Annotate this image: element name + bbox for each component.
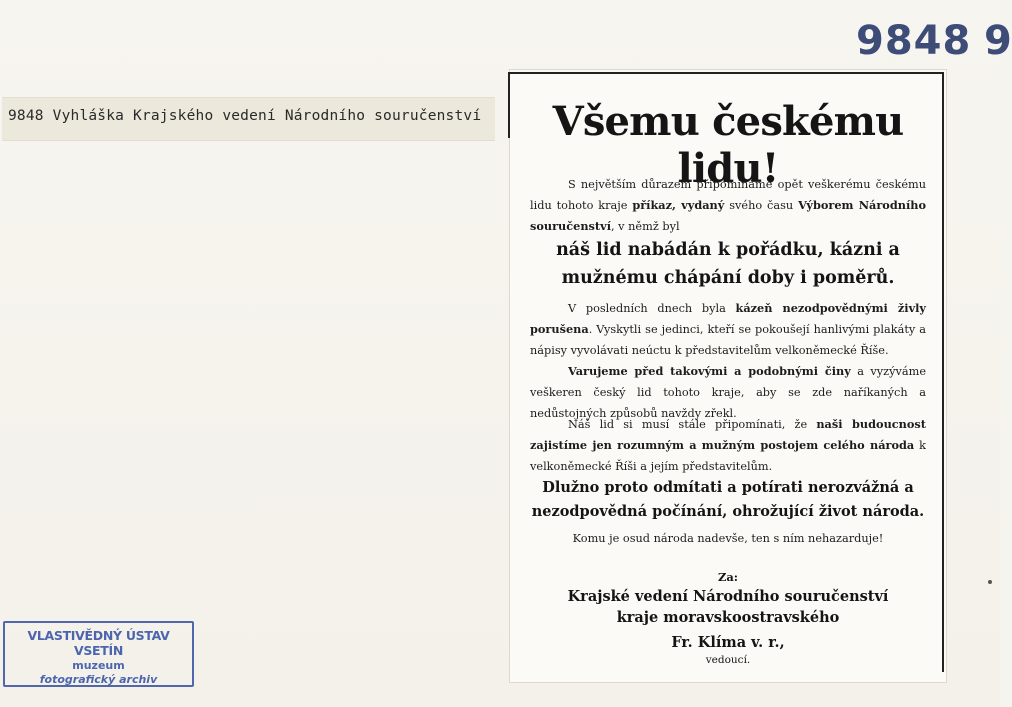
- stamp-line-archive: fotografický archiv: [39, 673, 158, 686]
- intro-text-c: svého času: [724, 199, 799, 212]
- frame-line-top: [508, 72, 942, 74]
- future-text-a: Náš lid si musí stále připomínati, že: [568, 418, 817, 431]
- signature-role: vedoucí.: [705, 654, 751, 666]
- inventory-number-partial: 9: [984, 18, 1012, 64]
- paragraph-future: [530, 414, 926, 477]
- signature-name: Fr. Klíma v. r.,: [671, 634, 785, 651]
- paragraph-disturbance: [530, 298, 926, 361]
- signature-block: [524, 568, 932, 667]
- signature-org-line2: kraje moravskoostravského: [616, 609, 840, 626]
- intro-text-a: S největším důrazem připomínáme opět veškerému českému lidu tohoto kraje: [530, 178, 926, 212]
- intro-text-b: příkaz, vydaný: [632, 198, 725, 212]
- disturbance-text-a: V posledních dnech byla: [568, 302, 736, 315]
- disturbance-text-c: . Vyskytli se jedinci, kteří se pokoušejí hanlivými plakáty a nápisy vyvolávati neúctu k představitelům velkoněmecké Říše.: [530, 323, 926, 357]
- paragraph-intro: [530, 174, 926, 237]
- closing-line: Komu je osud národa nadevše, ten s ním nehazarduje!: [572, 532, 884, 545]
- museum-stamp: [3, 621, 194, 687]
- signature-org-line1: Krajské vedení Národního souručenství: [567, 588, 889, 605]
- warning-text-b: a vyzýváme veškeren český lid tohoto kraje, aby se zde naříkaných a nedůstojných způsobů navždy zřekl.: [530, 365, 926, 420]
- future-text-c: k velkoněmecké Říši a jejím představitelům.: [530, 439, 927, 473]
- future-text-b: naši budoucnost zajistíme jen rozumným a mužným postojem celého národa: [530, 417, 927, 452]
- poster-title: Všemu českému lidu!: [552, 98, 904, 192]
- highlight-order: náš lid nabádán k pořádku, kázni a mužnému chápání doby i poměrů.: [556, 240, 900, 288]
- signature-za: Za:: [717, 570, 739, 584]
- inventory-number: 9848: [856, 18, 972, 64]
- stamp-line-institution: VLASTIVĚDNÝ ÚSTAV VSETÍN: [27, 628, 170, 658]
- intro-text-d: Výborem Národního souručenství: [530, 198, 926, 233]
- disturbance-text-b: kázeň nezodpovědnými živly porušena: [530, 301, 926, 336]
- warning-text-a: Varujeme před takovými a podobnými činy: [568, 364, 851, 378]
- paper-mark: [988, 580, 992, 584]
- caption-label: 9848 Vyhláška Krajského vedení Národního souručenství: [8, 108, 482, 124]
- proclamation-poster: [510, 70, 946, 682]
- highlight-duty: Dlužno proto odmítati a potírati nerozvážná a nezodpovědná počínání, ohrožující život národa.: [531, 479, 925, 520]
- stamp-line-museum: muzeum: [72, 659, 125, 672]
- intro-text-e: , v němž byl: [611, 220, 680, 233]
